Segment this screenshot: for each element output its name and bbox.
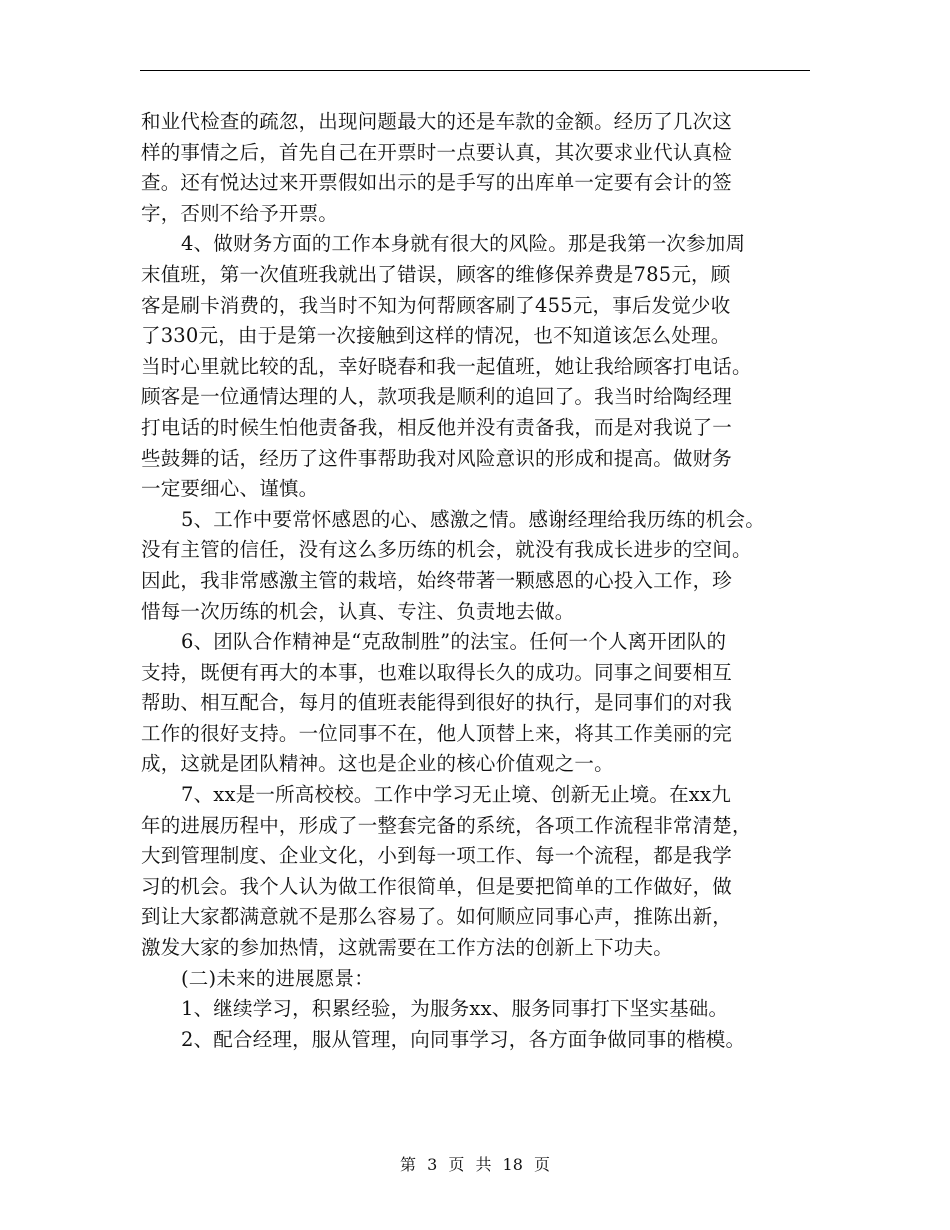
paragraph-line: 习的机会。我个人认为做工作很简单，但是要把简单的工作做好，做: [141, 874, 733, 898]
paragraph-line: 工作的很好支持。一位同事不在，他人顶替上来，将其工作美丽的完: [141, 721, 733, 745]
list-item: 1、继续学习，积累经验，为服务xx、服务同事打下坚实基础。: [181, 997, 729, 1021]
paragraph-line: 没有主管的信任，没有这么多历练的机会，就没有我成长进步的空间。: [141, 538, 752, 562]
paragraph-line: 一定要细心、谨慎。: [141, 477, 319, 501]
body-text: [141, 107, 831, 1055]
paragraph-line: 客是刷卡消费的，我当时不知为何帮顾客刷了455元，事后发觉少收: [141, 293, 731, 317]
section-heading: (二)未来的进展愿景：: [181, 966, 374, 990]
paragraph-line: 惜每一次历练的机会，认真、专注、负责地去做。: [141, 599, 575, 623]
paragraph-line: 激发大家的参加热情，这就需要在工作方法的创新上下功夫。: [141, 936, 673, 960]
paragraph-line: 字，否则不给予开票。: [141, 201, 339, 225]
paragraph-line: 支持，既便有再大的本事，也难以取得长久的成功。同事之间要相互: [141, 660, 733, 684]
paragraph-line: 末值班，第一次值班我就出了错误，顾客的维修保养费是785元，顾: [141, 262, 731, 286]
paragraph-line: 了330元，由于是第一次接触到这样的情况，也不知道该怎么处理。: [141, 324, 731, 348]
list-item: 2、配合经理，服从管理，向同事学习，各方面争做同事的楷模。: [181, 1027, 746, 1051]
paragraph-line: 7、xx是一所高校校。工作中学习无止境、创新无止境。在xx九: [181, 783, 731, 807]
paragraph-line: 些鼓舞的话，经历了这件事帮助我对风险意识的形成和提高。做财务: [141, 446, 733, 470]
paragraph-line: 年的进展历程中，形成了一整套完备的系统，各项工作流程非常清楚，: [141, 813, 752, 837]
paragraph-line: 当时心里就比较的乱，幸好晓春和我一起值班，她让我给顾客打电话。: [141, 354, 752, 378]
paragraph-line: 和业代检查的疏忽，出现问题最大的还是车款的金额。经历了几次这: [141, 110, 733, 133]
paragraph-line: 帮助、相互配合，每月的值班表能得到很好的执行，是同事们的对我: [141, 691, 733, 715]
paragraph-line: 样的事情之后，首先自己在开票时一点要认真，其次要求业代认真检: [141, 140, 733, 164]
page-number-footer: 第 3 页 共 18 页: [400, 1155, 550, 1174]
paragraph-line: 4、做财务方面的工作本身就有很大的风险。那是我第一次参加周: [181, 232, 746, 256]
header-rule: [140, 70, 810, 71]
paragraph-line: 查。还有悦达过来开票假如出示的是手写的出库单一定要有会计的签: [141, 171, 733, 195]
paragraph-line: 5、工作中要常怀感恩的心、感激之情。感谢经理给我历练的机会。: [181, 507, 765, 531]
paragraph-line: 6、团队合作精神是“克敌制胜”的法宝。任何一个人离开团队的: [181, 630, 727, 654]
paragraph-line: 成，这就是团队精神。这也是企业的核心价值观之一。: [141, 752, 614, 776]
paragraph-line: 打电话的时候生怕他责备我，相反他并没有责备我，而是对我说了一: [141, 415, 733, 439]
paragraph-line: 因此，我非常感激主管的栽培，始终带著一颗感恩的心投入工作，珍: [141, 568, 733, 592]
paragraph-line: 顾客是一位通情达理的人，款项我是顺利的追回了。我当时给陶经理: [141, 385, 733, 409]
paragraph-line: 到让大家都满意就不是那么容易了。如何顺应同事心声，推陈出新，: [141, 905, 733, 929]
paragraph-line: 大到管理制度、企业文化，小到每一项工作、每一个流程，都是我学: [141, 844, 733, 868]
